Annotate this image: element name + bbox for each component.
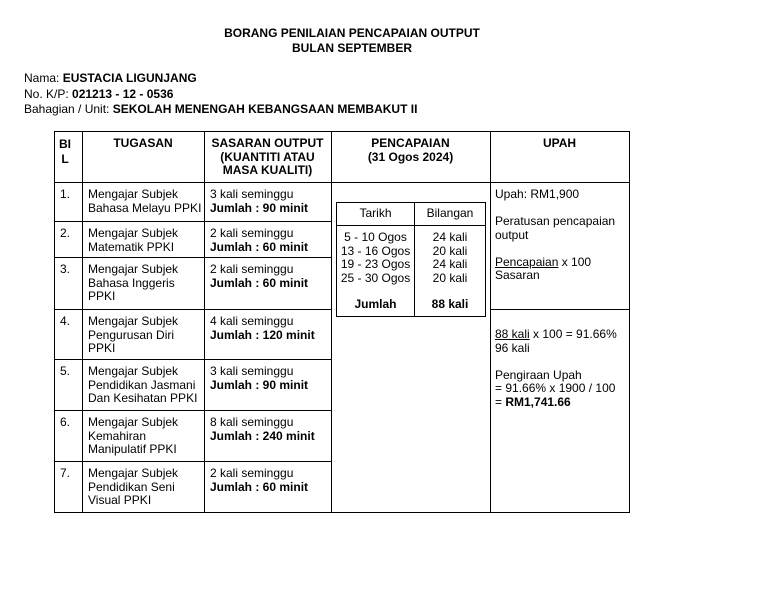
target-frequency: 3 kali seminggu [210, 364, 294, 378]
rule-line: Peratusan pencapaian [495, 214, 616, 228]
formula-line [495, 256, 627, 270]
row-number: 2. [60, 226, 71, 240]
form-subtitle: BULAN SEPTEMBER [291, 41, 412, 55]
task-line: Mengajar Subjek [88, 314, 179, 328]
target-cell [210, 188, 330, 215]
count-item: 20 kali [432, 270, 468, 285]
kp-line [24, 87, 173, 101]
target-cell [210, 365, 330, 392]
date-item: 19 - 23 Ogos [340, 257, 411, 271]
table-border-right [629, 131, 630, 513]
header-pencapaian [331, 137, 490, 164]
date-item: 13 - 16 Ogos [340, 243, 411, 258]
col-divider [331, 131, 332, 513]
task-line: PPKI [88, 341, 116, 355]
header-sasaran-line: (KUANTITI ATAU [220, 149, 315, 164]
task-line: Dan Kesihatan PPKI [88, 391, 198, 405]
target-frequency: 8 kali seminggu [210, 415, 294, 429]
wage-amount: Upah: RM1,900 [495, 187, 580, 201]
row-divider [54, 257, 331, 258]
pay-value: RM1,741.66 [505, 394, 571, 409]
target-frequency: 4 kali seminggu [210, 314, 294, 328]
header-pencapaian-line: (31 Ogos 2024) [367, 149, 454, 164]
task-line: Bahasa Melayu PPKI [88, 200, 202, 215]
count-item: 20 kali [432, 243, 468, 258]
target-cell [210, 416, 330, 443]
task-line: Mengajar Subjek [88, 262, 179, 276]
task-line: Manipulatif PPKI [88, 442, 177, 456]
target-frequency: 2 kali seminggu [210, 226, 294, 240]
pay-result [495, 396, 627, 410]
count-item: 24 kali [432, 257, 468, 271]
header-upah: UPAH [542, 136, 577, 150]
task-line: Kemahiran [88, 428, 147, 443]
calc-line [495, 328, 627, 342]
col-divider [204, 131, 205, 513]
task-cell [88, 263, 203, 304]
unit-line [24, 102, 417, 116]
formula-multiplier: x 100 [558, 254, 592, 269]
row-number: 5. [60, 364, 71, 378]
table-border-left [54, 131, 55, 513]
pay-title: Pengiraan Upah [495, 367, 582, 382]
task-line: Bahasa Inggeris [88, 275, 175, 290]
header-bil: BIL [59, 137, 71, 166]
achievement-header-divider [337, 225, 485, 226]
row-divider [54, 309, 331, 310]
task-line: Pengurusan Diri [88, 327, 175, 342]
row-number: 1. [60, 187, 71, 201]
row-number: 6. [60, 415, 71, 429]
target-total: Jumlah : 60 minit [210, 239, 309, 254]
task-line: Mengajar Subjek [88, 226, 179, 240]
row-number: 3. [60, 262, 71, 276]
target-frequency: 2 kali seminggu [210, 262, 294, 276]
formula-denominator: Sasaran [495, 268, 540, 282]
date-list [337, 231, 414, 285]
task-line: Mengajar Subjek [88, 187, 179, 201]
target-frequency: 3 kali seminggu [210, 187, 294, 201]
task-line: Mengajar Subjek [88, 466, 179, 480]
header-tugasan: TUGASAN [113, 136, 173, 150]
row-divider [54, 410, 331, 411]
wage-lower [495, 328, 627, 409]
target-cell [210, 227, 330, 254]
header-sasaran [204, 137, 331, 178]
kp-value: 021213 - 12 - 0536 [72, 87, 174, 101]
col-divider [82, 131, 83, 513]
rule-line: output [495, 227, 529, 242]
task-cell [88, 467, 203, 508]
total-value: 88 kali [431, 297, 469, 311]
task-line: Pendidikan Seni [88, 479, 175, 494]
date-item: 5 - 10 Ogos [344, 230, 407, 244]
pay-formula: = 91.66% x 1900 / 100 [495, 381, 616, 395]
target-cell [210, 467, 330, 494]
wage-upper [495, 188, 627, 283]
task-cell [88, 227, 203, 254]
target-cell [210, 263, 330, 290]
row-divider [54, 221, 331, 222]
name-line [24, 71, 197, 85]
target-total: Jumlah : 90 minit [210, 377, 309, 392]
header-sasaran-line: MASA KUALITI) [222, 163, 313, 177]
name-value: EUSTACIA LIGUNJANG [62, 71, 197, 85]
total-label: Jumlah [354, 297, 397, 311]
task-line: Mengajar Subjek [88, 415, 179, 429]
target-total: Jumlah : 60 minit [210, 275, 309, 290]
formula-numerator: Pencapaian [495, 254, 559, 269]
wage-divider [491, 309, 630, 310]
target-total: Jumlah : 120 minit [210, 327, 315, 342]
table-border-top [54, 131, 630, 132]
task-line: Matematik PPKI [88, 239, 175, 254]
task-line: Visual PPKI [88, 493, 152, 507]
table-border-bottom [54, 512, 630, 513]
task-line: Pendidikan Jasmani [88, 377, 196, 392]
col-tarikh-header: Tarikh [359, 206, 392, 220]
row-number: 4. [60, 314, 71, 328]
form-title: BORANG PENILAIAN PENCAPAIAN OUTPUT [224, 26, 480, 40]
row-divider [54, 461, 331, 462]
col-bilangan-header: Bilangan [426, 206, 474, 220]
achievement-table [336, 202, 486, 317]
target-total: Jumlah : 90 minit [210, 200, 309, 215]
header-sasaran-line: SASARAN OUTPUT [211, 136, 324, 150]
kp-label: No. K/P: [24, 87, 69, 101]
target-total: Jumlah : 60 minit [210, 479, 309, 494]
calc-numerator: 88 kali [495, 327, 530, 341]
col-divider [490, 131, 491, 513]
header-pencapaian-line: PENCAPAIAN [371, 136, 450, 150]
task-cell [88, 416, 203, 457]
header-divider [54, 182, 630, 183]
row-divider [54, 359, 331, 360]
pay-prefix: = [495, 394, 506, 409]
target-frequency: 2 kali seminggu [210, 466, 294, 480]
task-line: Mengajar Subjek [88, 364, 179, 378]
task-cell [88, 188, 203, 215]
target-total: Jumlah : 240 minit [210, 428, 315, 443]
unit-label: Bahagian / Unit: [24, 102, 110, 116]
date-item: 25 - 30 Ogos [340, 270, 411, 285]
row-number: 7. [60, 466, 71, 480]
task-line: PPKI [88, 289, 116, 303]
calc-result: x 100 = 91.66% [529, 327, 617, 341]
task-cell [88, 315, 203, 356]
name-label: Nama: [24, 71, 60, 85]
count-list [415, 231, 485, 285]
task-cell [88, 365, 203, 406]
calc-denominator: 96 kali [495, 340, 530, 355]
unit-value: SEKOLAH MENENGAH KEBANGSAAN MEMBAKUT II [112, 102, 418, 116]
target-cell [210, 315, 330, 342]
count-item: 24 kali [432, 230, 468, 244]
